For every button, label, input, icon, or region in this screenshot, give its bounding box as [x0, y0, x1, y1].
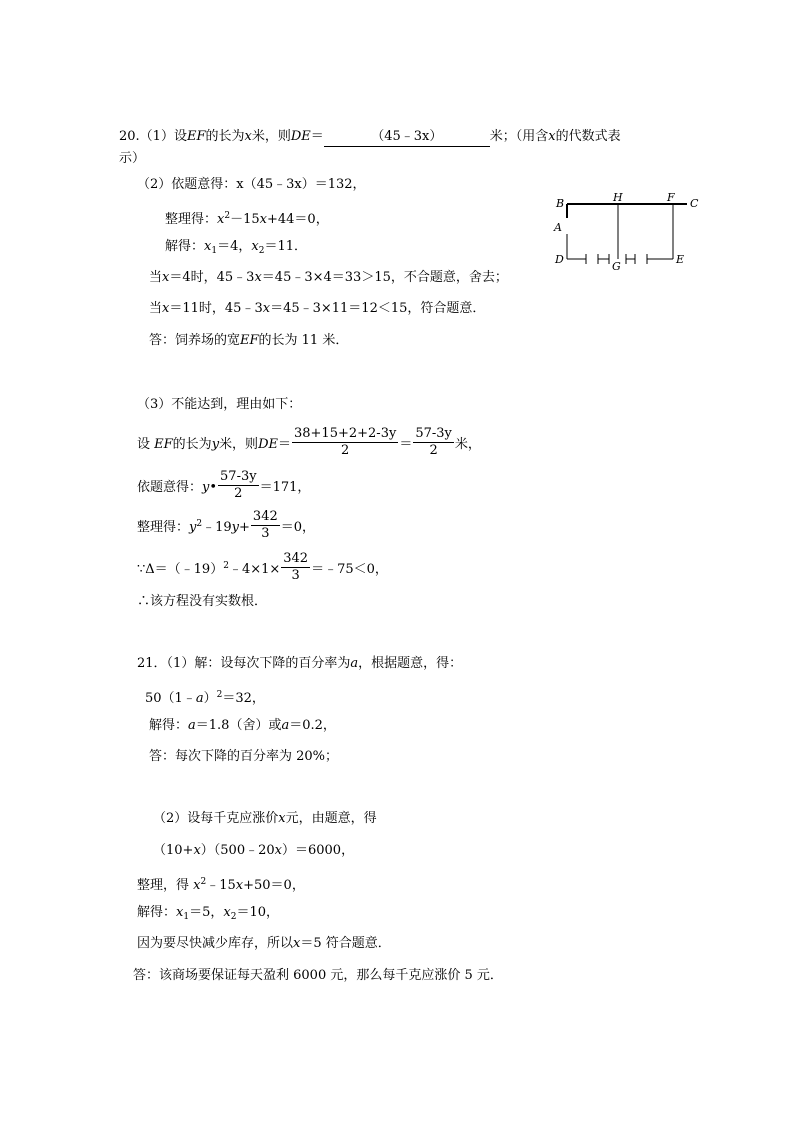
text: ＝45﹣3×4＝33＞15，不合题意，舍去； — [261, 270, 508, 285]
label-d: D — [555, 253, 564, 266]
var-x: x — [293, 936, 301, 951]
text: ﹣15 — [206, 878, 236, 893]
fraction — [281, 551, 310, 584]
text: 21．（1）解：设每次下降的百分率为 — [137, 656, 351, 671]
var-ef: EF — [154, 437, 173, 452]
text: ＝45﹣3×11＝12＜15，符合题意． — [270, 301, 486, 316]
text: ＝5 符合题意． — [300, 936, 391, 951]
var-x: x — [274, 843, 282, 858]
text: ＝32， — [222, 691, 265, 706]
label-c: C — [690, 197, 699, 210]
q20-part2-line1 — [137, 176, 366, 194]
text: ＝﹣75＜0， — [311, 562, 388, 577]
label-f: F — [667, 191, 675, 204]
q21-part1-line3 — [149, 717, 336, 735]
text: 的代数式表 — [555, 129, 621, 144]
var-a: a — [350, 656, 359, 671]
q20-part3-line2 — [137, 428, 481, 461]
q20-part2-line6 — [149, 332, 348, 350]
numerator: 38+15+2+2-3y — [294, 426, 397, 441]
text: ，根据题意，得： — [358, 656, 463, 671]
text: 50（1﹣ — [145, 691, 196, 706]
q21-part1-line4 — [149, 748, 338, 766]
q20-part3-line4 — [137, 511, 315, 544]
fraction — [218, 469, 259, 502]
text: 答：饲养场的宽 — [149, 333, 241, 348]
q20-part3-line6 — [137, 593, 267, 611]
var-a: a — [188, 718, 196, 733]
text: +50＝0， — [243, 878, 305, 893]
var-a: a — [281, 718, 290, 733]
text: ＝5， — [189, 905, 224, 920]
var-de: DE — [258, 437, 278, 452]
text: （2）依题意得：x（45﹣3x）＝132， — [137, 177, 366, 192]
text: 整理，得 — [137, 878, 190, 893]
var-x: x — [204, 239, 212, 254]
q21-part2-line1 — [153, 810, 377, 828]
var-ef: EF — [240, 333, 259, 348]
text: 米；（用含 — [489, 129, 549, 144]
q20-part2-line2 — [165, 207, 329, 229]
var-x: x — [262, 301, 271, 316]
q21-part1-line1 — [137, 655, 462, 673]
denominator: 2 — [341, 443, 350, 458]
label-h: H — [613, 191, 623, 204]
label-e: E — [676, 253, 685, 266]
var-x: x — [278, 811, 286, 826]
sub: 1 — [183, 912, 190, 922]
denominator: 3 — [261, 526, 270, 541]
q20-part2-line4 — [149, 269, 508, 287]
sub: 1 — [211, 246, 218, 256]
var-y: y• — [202, 480, 218, 495]
text: 答：每次下降的百分率为 20%； — [149, 749, 339, 764]
exp: 2 — [216, 690, 223, 700]
exp: 2 — [224, 211, 231, 221]
text: （10+ — [153, 843, 194, 858]
fraction — [251, 509, 280, 542]
text: 整理得： — [137, 520, 190, 535]
text: ＝1.8（舍）或 — [195, 718, 282, 733]
text: 米，则 — [219, 437, 259, 452]
var-ef: EF — [186, 129, 206, 144]
text: （2）设每千克应涨价 — [153, 811, 279, 826]
text: 20.（1）设 — [119, 129, 187, 144]
q20-part2-line3 — [165, 238, 307, 260]
text: （3）不能达到，理由如下： — [137, 397, 302, 412]
exp: 2 — [223, 561, 229, 571]
var-x: x — [235, 878, 244, 893]
var-x: x — [217, 212, 225, 227]
var-y: y — [231, 520, 240, 535]
text: ﹣4×1× — [228, 562, 281, 577]
text: －15 — [230, 212, 260, 227]
text: ＝0， — [280, 520, 316, 535]
sub: 2 — [230, 912, 237, 922]
geometry-figure — [550, 188, 710, 278]
var-x: x — [259, 212, 267, 227]
q21-part1-line2 — [145, 686, 265, 708]
var-a: a — [195, 691, 204, 706]
text: ）（500﹣20 — [200, 843, 275, 858]
text: ＝0.2， — [289, 718, 336, 733]
fraction — [292, 426, 398, 459]
text: ＝4时，45﹣3 — [169, 270, 255, 285]
text: 的长为 — [172, 437, 212, 452]
answer-blank: （45﹣3x） — [324, 128, 490, 147]
denominator: 2 — [429, 443, 438, 458]
var-x: x — [162, 301, 170, 316]
exp: 2 — [196, 519, 203, 529]
text: + — [239, 520, 250, 535]
q20-part3-line1 — [137, 396, 301, 414]
q20-part3-line5 — [137, 553, 388, 586]
text: 米， — [454, 437, 481, 452]
q21-part2-line3 — [137, 873, 305, 895]
label-a: A — [554, 221, 562, 234]
var-x: x — [251, 239, 259, 254]
text: ＝11时，45﹣3 — [169, 301, 263, 316]
text: ＝ — [399, 437, 413, 452]
text: 的长为 — [205, 129, 245, 144]
var-x: x — [193, 878, 201, 893]
text: ＝10， — [236, 905, 279, 920]
q20-part2-line5 — [149, 300, 485, 318]
text: 依题意得： — [137, 480, 203, 495]
var-de: DE — [290, 129, 311, 144]
text: 米，则 — [251, 129, 291, 144]
q20-part1-line1 — [119, 128, 621, 147]
text: 示） — [119, 151, 146, 166]
text: 解得： — [149, 718, 189, 733]
text: ∴该方程没有实数根． — [137, 594, 268, 609]
text: ﹣19 — [202, 520, 232, 535]
var-x: x — [193, 843, 201, 858]
numerator: 57-3y — [220, 469, 257, 484]
q21-part2-line4 — [137, 904, 279, 926]
text: 因为要尽快减少库存，所以 — [137, 936, 294, 951]
text: 的长为 11 米． — [258, 333, 349, 348]
var-y: y — [211, 437, 220, 452]
text: 解得： — [137, 905, 177, 920]
label-b: B — [556, 197, 565, 210]
var-x: x — [244, 129, 252, 144]
text: ＝171， — [259, 480, 311, 495]
denominator: 3 — [291, 568, 300, 583]
text: ∵Δ＝（﹣19） — [137, 562, 224, 577]
text: 整理得： — [165, 212, 218, 227]
var-x: x — [176, 905, 184, 920]
text: 答：该商场要保证每天盈利 6000 元，那么每千克应涨价 5 元． — [133, 968, 503, 983]
q21-part2-line6 — [133, 967, 503, 985]
sub: 2 — [258, 246, 265, 256]
denominator: 2 — [234, 486, 243, 501]
var-x: x — [223, 905, 231, 920]
exp: 2 — [200, 877, 207, 887]
text: +44＝0， — [266, 212, 329, 227]
var-y: y — [189, 520, 197, 535]
numerator: 342 — [283, 551, 309, 566]
text: ＝4， — [217, 239, 252, 254]
label-g: G — [612, 260, 621, 273]
text: ＝ — [310, 129, 324, 144]
q21-part2-line5 — [137, 935, 391, 953]
numerator: 342 — [252, 509, 278, 524]
var-x: x — [254, 270, 262, 285]
text: ）＝6000， — [281, 843, 355, 858]
q20-part1-line2 — [119, 150, 145, 168]
text: 当 — [149, 270, 163, 285]
text: 元，由题意，得 — [285, 811, 377, 826]
text: ＝ — [277, 437, 291, 452]
var-x: x — [162, 270, 170, 285]
numerator: 57-3y — [415, 426, 452, 441]
text: 解得： — [165, 239, 205, 254]
fraction — [413, 426, 454, 459]
var-x: x — [548, 129, 556, 144]
text: 设 — [137, 437, 151, 452]
q20-part3-line3 — [137, 471, 310, 504]
text: ＝11． — [264, 239, 307, 254]
text: ） — [203, 691, 217, 706]
text: 当 — [149, 301, 163, 316]
q21-part2-line2 — [153, 842, 354, 860]
